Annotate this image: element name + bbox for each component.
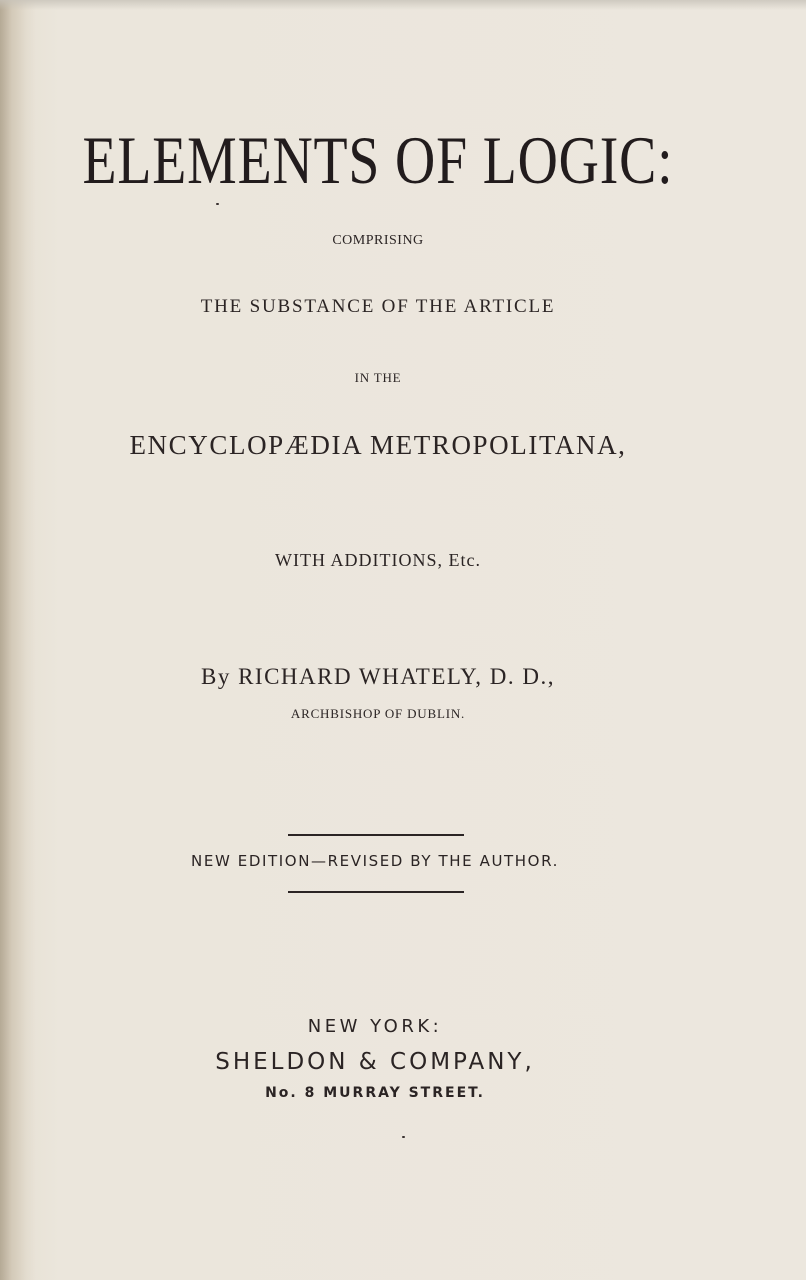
publisher-address: No. 8 MURRAY STREET. [265, 1085, 485, 1101]
author-line: By RICHARD WHATELY, D. D., [200, 664, 556, 689]
ink-speck [216, 203, 219, 205]
edition-rule-top [288, 834, 464, 836]
author-office-line: ARCHBISHOP OF DUBLIN. [290, 706, 466, 721]
publisher-name: SHELDON & COMPANY, [215, 1049, 535, 1075]
page-top-edge [0, 0, 806, 10]
encyclopaedia-line: ENCYCLOPÆDIA METROPOLITANA, [129, 430, 627, 460]
edition-line: NEW EDITION—REVISED BY THE AUTHOR. [191, 852, 559, 870]
edition-rule-bottom [288, 891, 464, 893]
ink-speck [402, 1136, 405, 1138]
comprising-line: COMPRISING [332, 233, 424, 248]
substance-line: THE SUBSTANCE OF THE ARTICLE [200, 296, 556, 317]
publisher-city: NEW YORK: [307, 1016, 443, 1037]
book-title: ELEMENTS OF LOGIC: [82, 122, 674, 198]
in-the-line: IN THE [354, 370, 402, 385]
additions-line: WITH ADDITIONS, Etc. [275, 550, 481, 570]
